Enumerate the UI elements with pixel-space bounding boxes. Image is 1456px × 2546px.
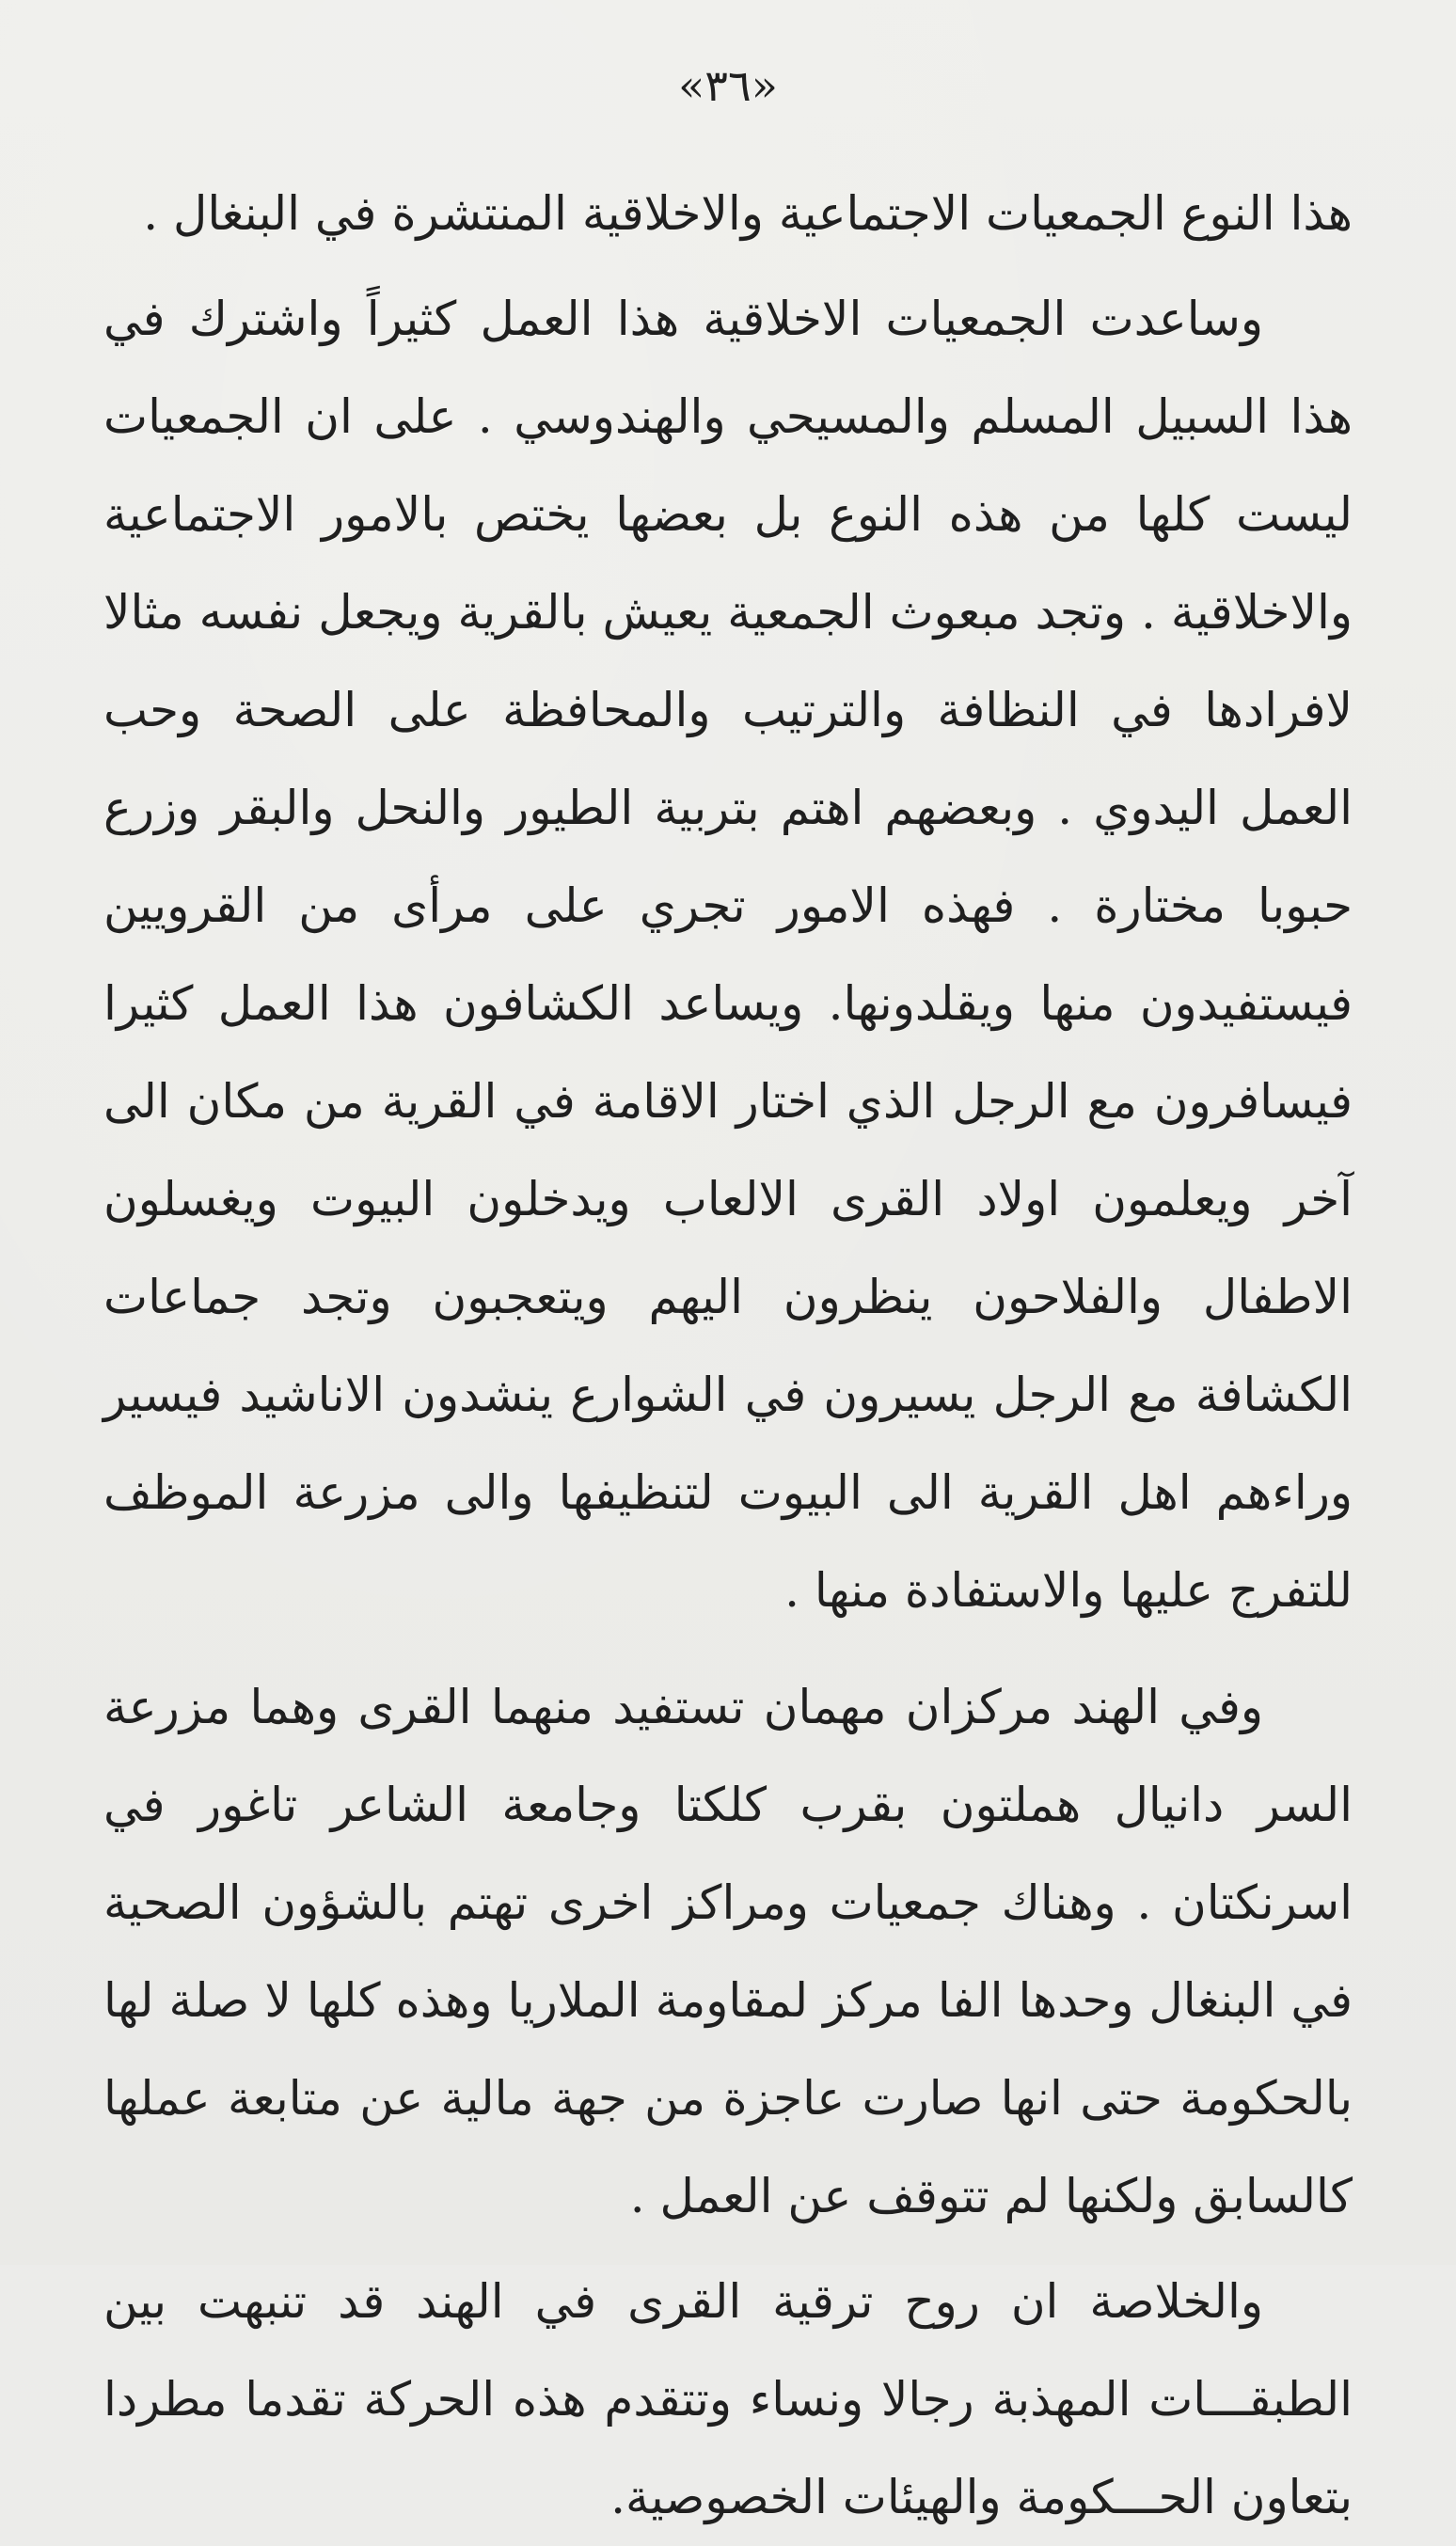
- paragraph-conclusion: والخلاصة ان روح ترقية القرى في الهند قد تنبهت بين الطبقـــات المهذبة رجالا ونساء وتتقدم هذه الحركة تقدما مطردا بتعاون الحـــكومة والهيئات الخصوصية.: [103, 2274, 1353, 2524]
- paragraph-gap: [103, 1639, 1353, 1658]
- page-number: «٣٦»: [678, 60, 778, 111]
- paragraph-gap: [103, 2245, 1353, 2253]
- page-content: [103, 165, 1353, 2546]
- paragraph-moral-societies: وساعدت الجمعيات الاخلاقية هذا العمل كثيراً واشترك في هذا السبيل المسلم والمسيحي والهندوسي . على ان الجمعيات ليست كلها من هذه النوع بل بعضها يختص بالامور الاجتماعية والاخلاقية . وتجد مبعوث الجمعية يعيش بالقرية ويجعل نفسه مثالا لافرادها في النظافة والترتيب والمحافظة على الصحة وحب العمل اليدوي . وبعضهم اهتم بتربية الطيور والنحل والبقر وزرع حبوبا مختارة . فهذه الامور تجري على مرأى من القرويين فيستفيدون منها ويقلدونها. ويساعد الكشافون هذا العمل كثيرا فيسافرون مع الرجل الذي اختار الاقامة في القرية من مكان الى آخر ويعلمون اولاد القرى الالعاب ويدخلون البيوت ويغسلون الاطفال والفلاحون ينظرون اليهم ويتعجبون وتجد جماعات الكشافة مع الرجل يسيرون في الشوارع ينشدون الاناشيد فيسير وراءهم اهل القرية الى البيوت لتنظيفها والى مزرعة الموظف للتفرج عليها والاستفادة منها .: [103, 292, 1353, 1618]
- paragraph-india-centers: وفي الهند مركزان مهمان تستفيد منهما القرى وهما مزرعة السر دانيال هملتون بقرب كلكتا وجامعة الشاعر تاغور في اسرنكتان . وهناك جمعيات ومراكز اخرى تهتم بالشؤون الصحية في البنغال وحدها الفا مركز لمقاومة الملاريا وهذه كلها لا صلة لها بالحكومة حتى انها صارت عاجزة من جهة مالية عن متابعة عملها كالسابق ولكنها لم تتوقف عن العمل .: [103, 1680, 1353, 2223]
- paragraph-continuation: هذا النوع الجمعيات الاجتماعية والاخلاقية المنتشرة في البنغال .: [143, 186, 1353, 241]
- paragraph-gap: [103, 262, 1353, 270]
